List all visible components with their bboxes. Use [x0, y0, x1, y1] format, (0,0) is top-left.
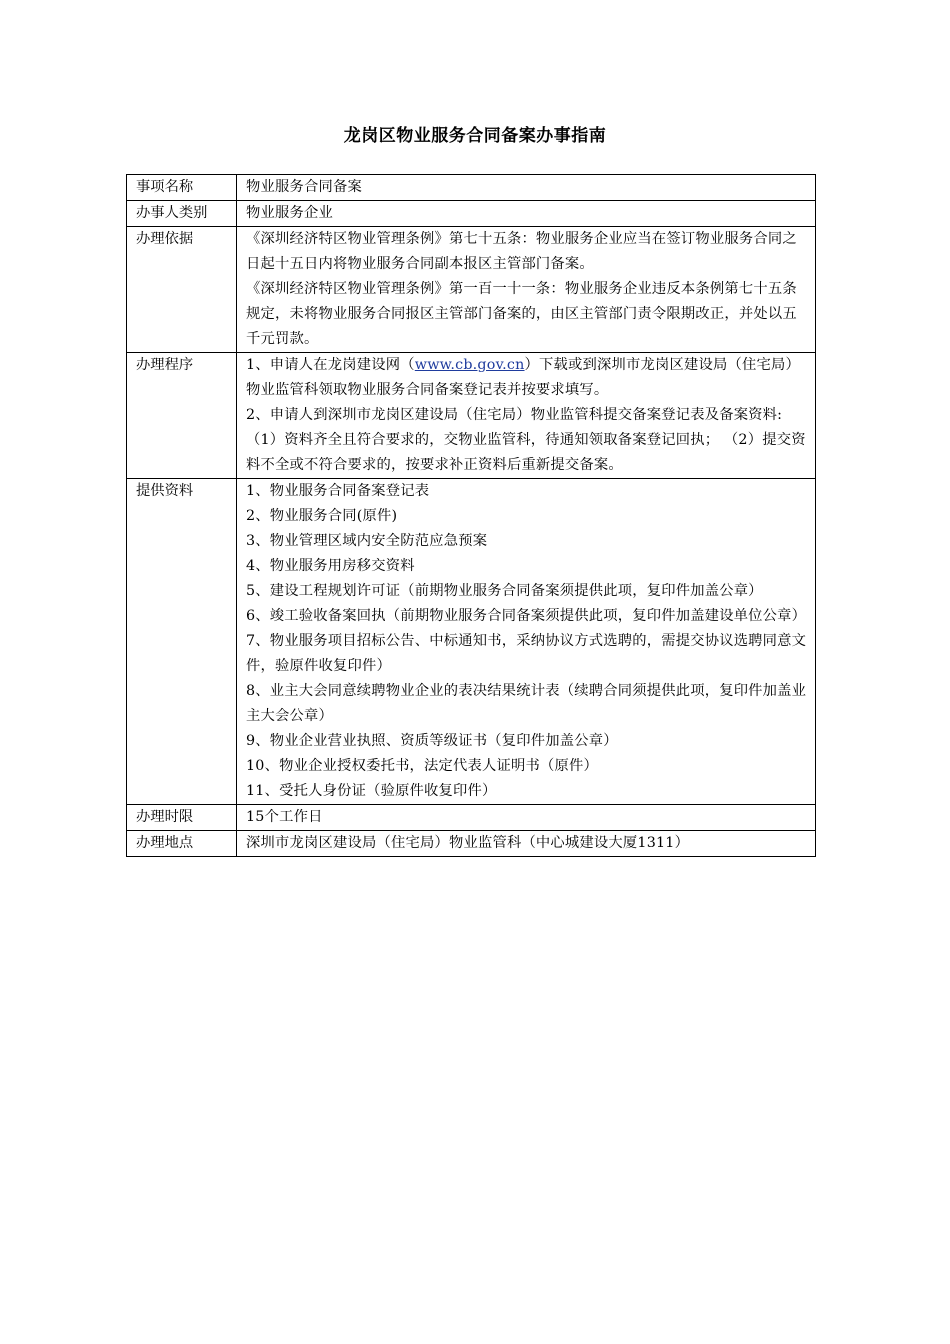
- material-item: 2、物业服务合同(原件): [246, 508, 398, 524]
- procedure-step-1-text: ）下载或到深圳市龙岗区建设局（住宅局）物业监管科领取物业服务合同备案登记表并按要求填写。: [246, 357, 800, 398]
- basis-paragraph: 《深圳经济特区物业管理条例》第七十五条：物业服务企业应当在签订物业服务合同之日起十五日内将物业服务合同副本报区主管部门备案。: [246, 231, 797, 272]
- material-item: 6、竣工验收备案回执（前期物业服务合同备案须提供此项，复印件加盖建设单位公章）: [246, 608, 807, 624]
- page-title: 龙岗区物业服务合同备案办事指南: [343, 126, 607, 146]
- table-row: [127, 353, 816, 479]
- procedure-step-2: 2、申请人到深圳市龙岗区建设局（住宅局）物业监管科提交备案登记表及备案资料:（1）资料齐全且符合要求的，交物业监管科，待通知领取备案登记回执； （2）提交资料不全或不符合要求的，按要求补正资料后重新提交备案。: [246, 407, 806, 473]
- table-row: [127, 227, 816, 353]
- basis-paragraph: 《深圳经济特区物业管理条例》第一百一十一条：物业服务企业违反本条例第七十五条规定，未将物业服务合同报区主管部门备案的，由区主管部门责令限期改正，并处以五千元罚款。: [246, 281, 797, 347]
- row-label-applicant: 办事人类别: [127, 201, 237, 227]
- row-label-procedure: 办理程序: [127, 353, 237, 479]
- row-label-basis: 办理依据: [127, 227, 237, 353]
- row-label-time-limit: 办理时限: [127, 805, 237, 831]
- row-value-basis: [237, 227, 816, 353]
- row-label-location: 办理地点: [127, 831, 237, 857]
- material-item: 4、物业服务用房移交资料: [246, 558, 415, 574]
- material-item: 5、建设工程规划许可证（前期物业服务合同备案须提供此项，复印件加盖公章）: [246, 583, 763, 599]
- procedure-step-1: [246, 353, 809, 403]
- procedure-step-1-text: 1、申请人在龙岗建设网（: [246, 357, 415, 373]
- table-row: [127, 805, 816, 831]
- website-link[interactable]: www.cb.gov.cn: [414, 357, 525, 373]
- table-row: [127, 479, 816, 805]
- material-item: 1、物业服务合同备案登记表: [246, 483, 430, 499]
- material-item: 10、物业企业授权委托书，法定代表人证明书（原件）: [246, 758, 599, 774]
- table-row: [127, 201, 816, 227]
- table-row: [127, 175, 816, 201]
- row-label-materials: 提供资料: [127, 479, 237, 805]
- material-item: 11、受托人身份证（验原件收复印件）: [246, 783, 497, 799]
- row-value-location: 深圳市龙岗区建设局（住宅局）物业监管科（中心城建设大厦1311）: [237, 831, 816, 857]
- row-value-applicant: 物业服务企业: [237, 201, 816, 227]
- row-value-name: 物业服务合同备案: [237, 175, 816, 201]
- row-value-procedure: [237, 353, 816, 479]
- material-item: 7、物业服务项目招标公告、中标通知书，采纳协议方式选聘的，需提交协议选聘同意文件，验原件收复印件）: [246, 633, 807, 674]
- row-value-time-limit: 15个工作日: [237, 805, 816, 831]
- guide-table: [126, 174, 816, 857]
- row-value-materials: [237, 479, 816, 805]
- material-item: 9、物业企业营业执照、资质等级证书（复印件加盖公章）: [246, 733, 618, 749]
- material-item: 3、物业管理区域内安全防范应急预案: [246, 533, 488, 549]
- material-item: 8、业主大会同意续聘物业企业的表决结果统计表（续聘合同须提供此项，复印件加盖业主大会公章）: [246, 683, 807, 724]
- table-row: [127, 831, 816, 857]
- row-label-name: 事项名称: [127, 175, 237, 201]
